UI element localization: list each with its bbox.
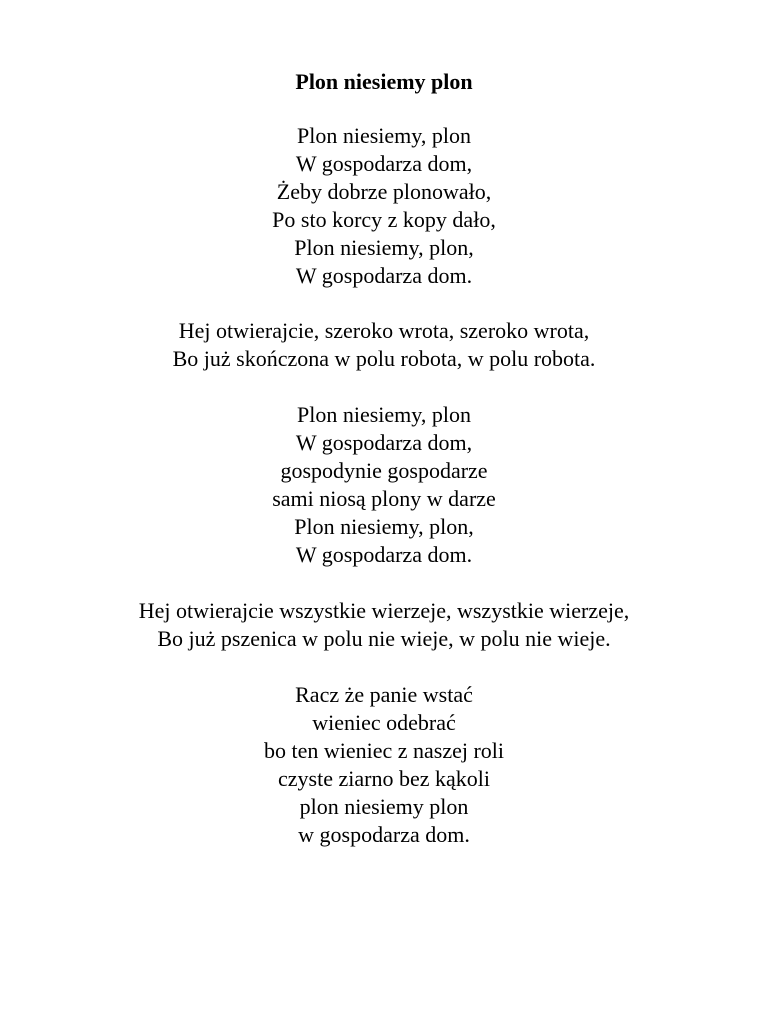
stanza-line: W gospodarza dom. [295,263,473,288]
stanza-line: sami niosą plony w darze [272,486,496,511]
stanza-line: w gospodarza dom. [298,822,470,847]
stanza-4 [0,597,768,653]
stanza-line: czyste ziarno bez kąkoli [278,766,490,791]
stanza-line: Plon niesiemy, plon [297,123,471,148]
stanza-line: Racz że panie wstać [295,682,473,707]
stanza-line: Hej otwierajcie wszystkie wierzeje, wszystkie wierzeje, [138,598,630,623]
stanza-1 [0,122,768,290]
stanza-3 [0,401,768,569]
stanza-line: Plon niesiemy, plon, [294,235,474,260]
stanza-line: Po sto korcy z kopy dało, [272,207,496,232]
stanza-line: Hej otwierajcie, szeroko wrota, szeroko wrota, [178,318,590,343]
stanza-line: plon niesiemy plon [299,794,469,819]
stanza-line: bo ten wieniec z naszej roli [263,738,505,763]
stanza-line: Plon niesiemy, plon, [294,514,474,539]
stanza-line: W gospodarza dom, [295,430,473,455]
stanza-line: Bo już skończona w polu robota, w polu robota. [172,346,596,371]
stanza-line: Bo już pszenica w polu nie wieje, w polu nie wieje. [157,626,611,651]
stanza-2 [0,317,768,373]
stanza-5 [0,681,768,849]
stanza-line: wieniec odebrać [312,710,456,735]
stanza-line: W gospodarza dom, [295,151,473,176]
stanza-line: W gospodarza dom. [295,542,473,567]
stanza-line: gospodynie gospodarze [280,458,488,483]
stanza-line: Żeby dobrze plonowało, [276,179,492,204]
song-title: Plon niesiemy plon [295,69,473,94]
stanza-line: Plon niesiemy, plon [297,402,471,427]
